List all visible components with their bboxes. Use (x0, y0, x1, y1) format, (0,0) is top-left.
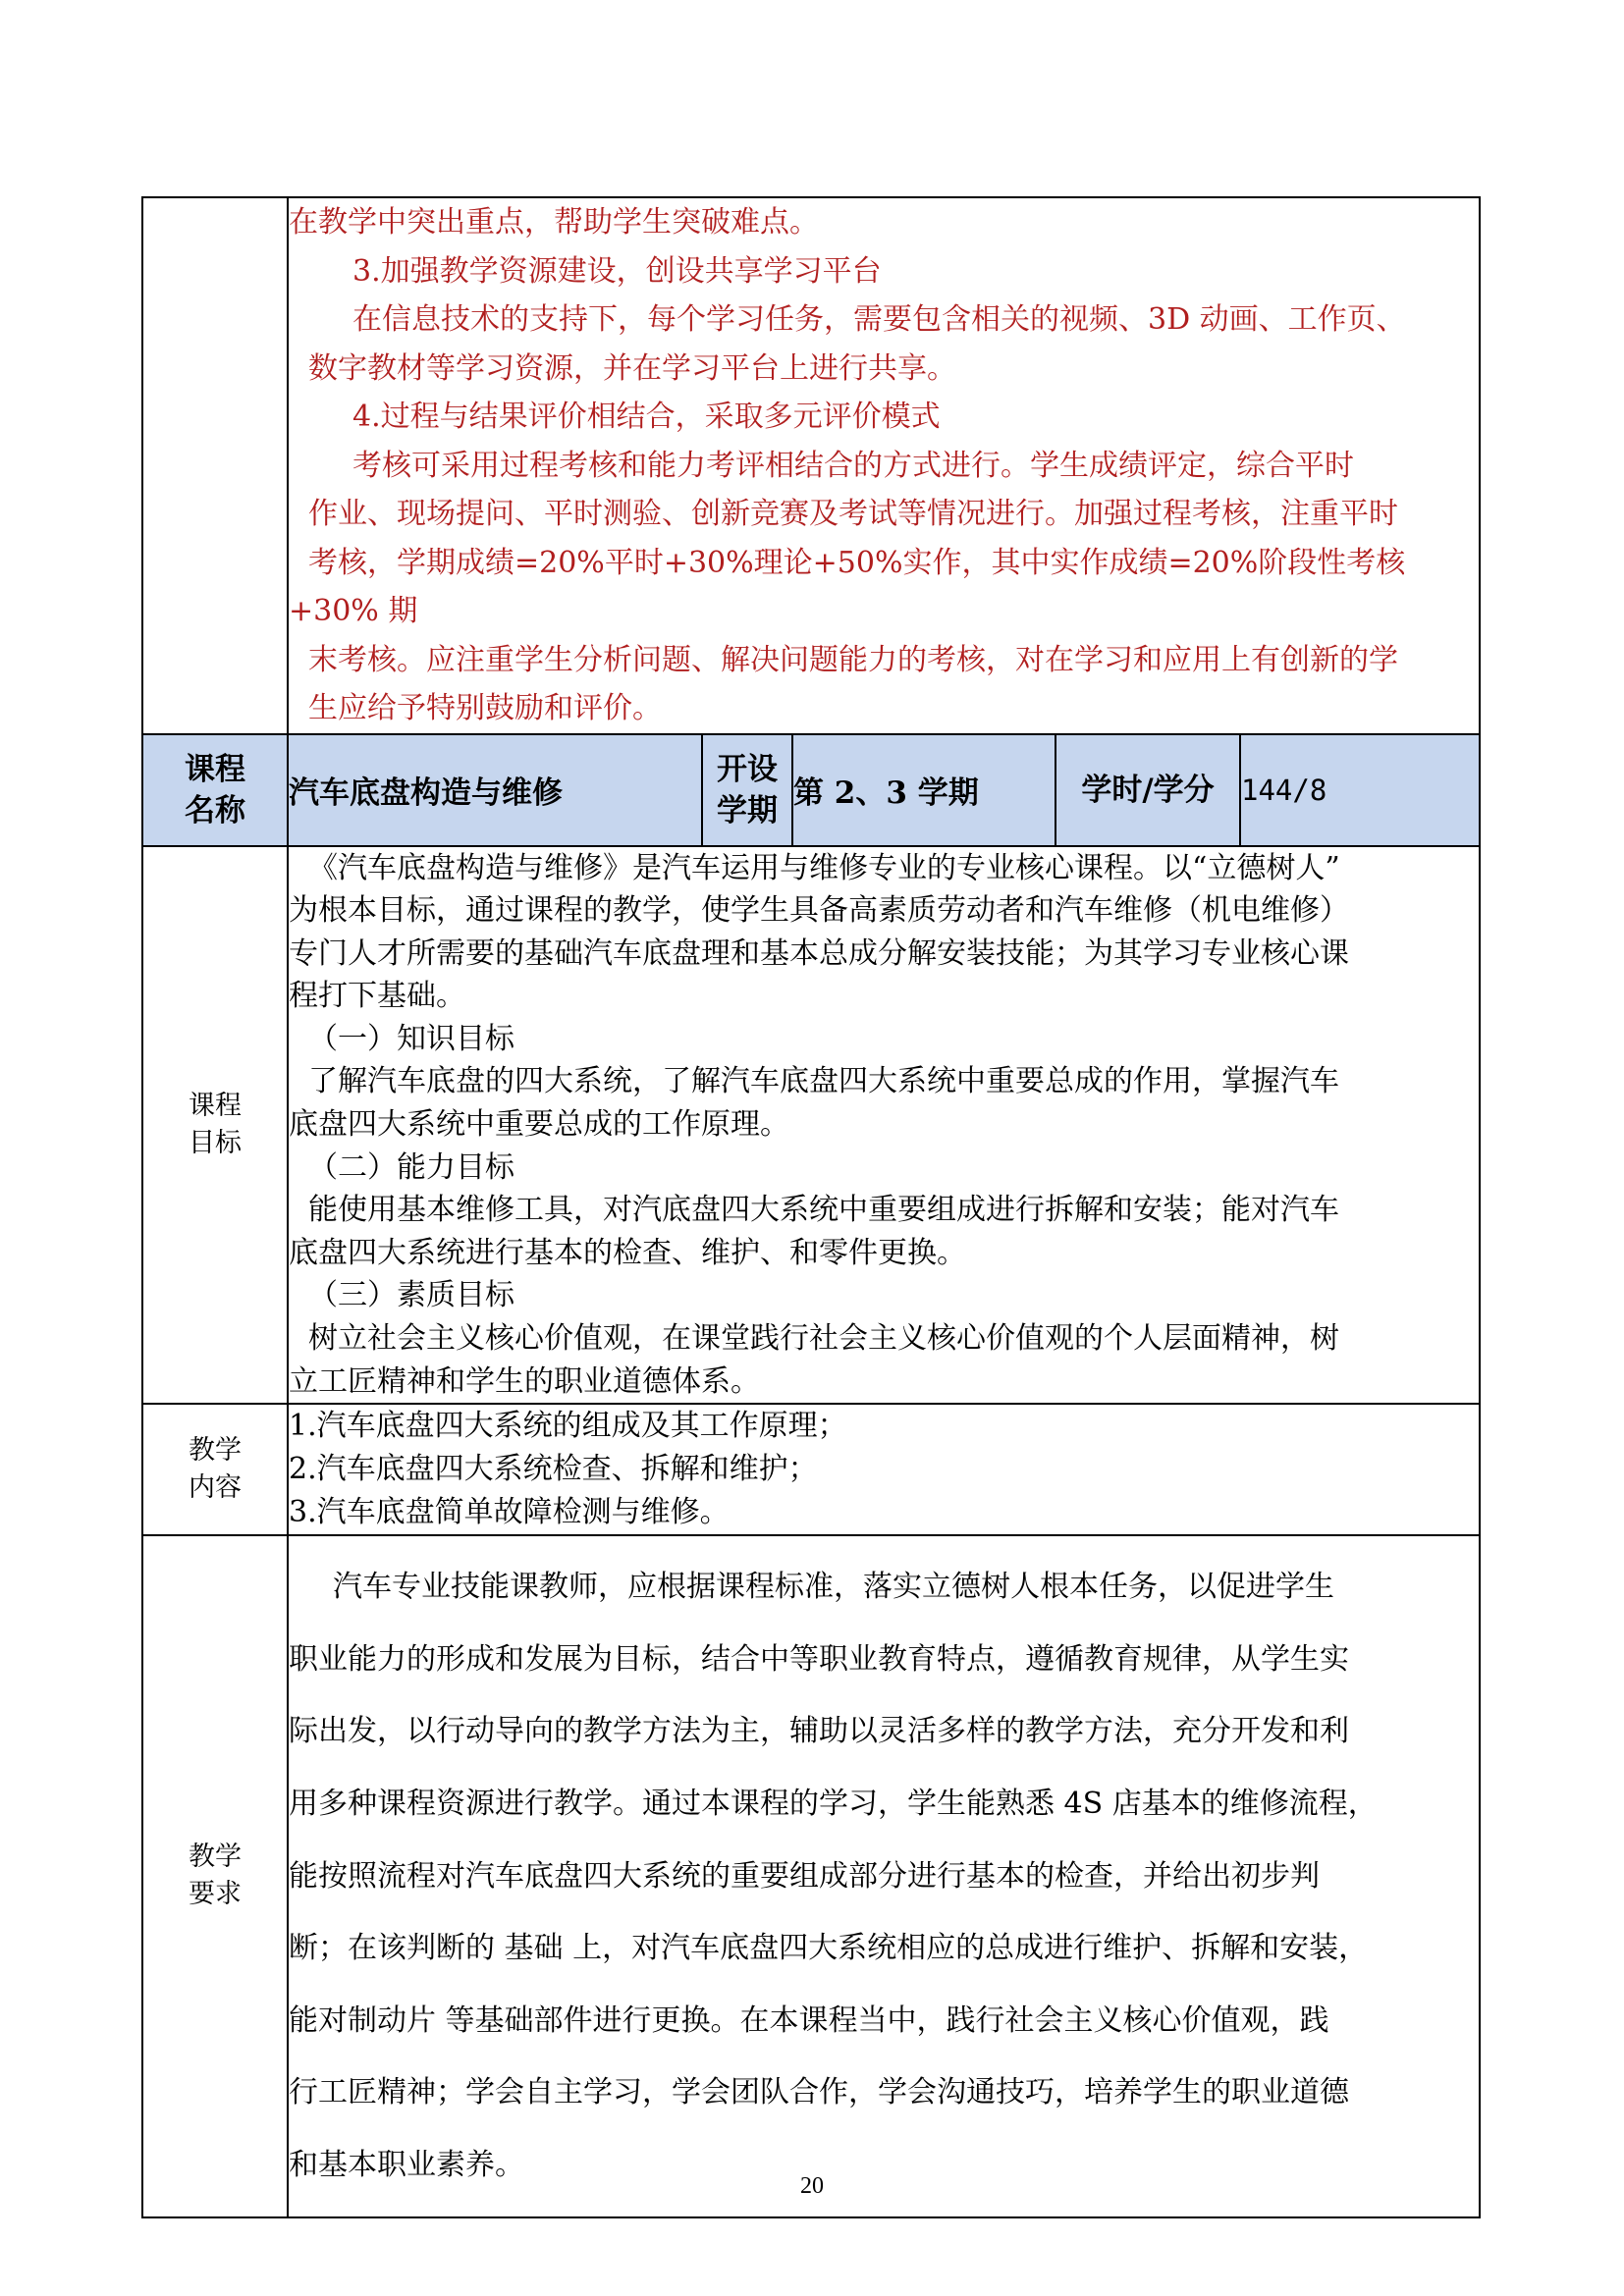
content-item: 3.汽车底盘简单故障检测与维修。 (289, 1495, 730, 1530)
goal-heading: （一）知识目标 (308, 1021, 514, 1056)
requirement-line: 行工匠精神；学会自主学习，学会团队合作，学会沟通技巧，培养学生的职业道德 (289, 2075, 1349, 2110)
content-item: 1.汽车底盘四大系统的组成及其工作原理； (289, 1409, 847, 1444)
requirement-line: 能按照流程对汽车底盘四大系统的重要组成部分进行基本的检查，并给出初步判 (289, 1858, 1320, 1894)
goal-heading: （二）能力目标 (308, 1149, 514, 1185)
requirement-line: 用多种课程资源进行教学。通过本课程的学习，学生能熟悉 4S 店基本的维修流程， (289, 1787, 1378, 1821)
requirement-line: 职业能力的形成和发展为目标，结合中等职业教育特点，遵循教育规律，从学生实 (289, 1641, 1349, 1677)
requirement-line: 汽车专业技能课教师，应根据课程标准，落实立德树人根本任务，以促进学生 (333, 1570, 1334, 1605)
continued-line: 考核可采用过程考核和能力考评相结合的方式进行。学生成绩评定，综合平时 (352, 448, 1354, 483)
continued-line: 考核，学期成绩=20%平时+30%理论+50%实作，其中实作成绩=20%阶段性考核+30% 期 (289, 545, 1406, 628)
course-table (141, 196, 1481, 2218)
goal-line: 为根本目标，通过课程的教学，使学生具备高素质劳动者和汽车维修（机电维修） (289, 893, 1349, 929)
term-value: 第 2、3 学期 (792, 734, 1056, 846)
goal-line: 底盘四大系统进行基本的检查、维护、和零件更换。 (289, 1235, 966, 1270)
goal-line: 了解汽车底盘的四大系统，了解汽车底盘四大系统中重要总成的作用，掌握汽车 (308, 1064, 1339, 1099)
teaching-content-label: 教学 内容 (142, 1404, 288, 1535)
requirement-line: 际出发，以行动导向的教学方法为主，辅助以灵活多样的教学方法，充分开发和利 (289, 1714, 1349, 1749)
continued-line: 生应给予特别鼓励和评价。 (308, 691, 662, 725)
goal-line: 立工匠精神和学生的职业道德体系。 (289, 1363, 760, 1399)
teaching-content-row (142, 1404, 1480, 1535)
continued-line: 3.加强教学资源建设，创设共享学习平台 (352, 253, 882, 289)
continued-line: 末考核。应注重学生分析问题、解决问题能力的考核，对在学习和应用上有创新的学 (308, 642, 1398, 677)
continued-text-block (288, 197, 1480, 734)
hours-value: 144/8 (1240, 734, 1480, 846)
page-number: 20 (800, 2173, 824, 2199)
goal-line: 树立社会主义核心价值观，在课堂践行社会主义核心价值观的个人层面精神，树 (308, 1321, 1339, 1357)
continued-line: 在信息技术的支持下，每个学习任务，需要包含相关的视频、3D 动画、工作页、 (352, 302, 1406, 337)
goal-line: 能使用基本维修工具，对汽底盘四大系统中重要组成进行拆解和安装；能对汽车 (308, 1193, 1339, 1228)
continued-row (142, 197, 1480, 734)
content-item: 2.汽车底盘四大系统检查、拆解和维护； (289, 1452, 818, 1487)
term-label: 开设 学期 (702, 734, 792, 846)
continued-line: 4.过程与结果评价相结合，采取多元评价模式 (352, 400, 941, 434)
hours-label: 学时/学分 (1056, 734, 1240, 846)
continued-line: 数字教材等学习资源，并在学习平台上进行共享。 (308, 350, 956, 386)
course-goals-text (288, 846, 1480, 1405)
goal-line: 程打下基础。 (289, 979, 465, 1014)
continued-line: 作业、现场提问、平时测验、创新竞赛及考试等情况进行。加强过程考核，注重平时 (308, 497, 1398, 531)
teaching-requirements-label: 教学 要求 (142, 1535, 288, 2216)
course-name-label: 课程 名称 (142, 734, 288, 846)
goal-heading: （三）素质目标 (308, 1278, 514, 1313)
teaching-content-list (288, 1404, 1480, 1535)
continued-label-cell (142, 197, 288, 734)
requirement-line: 能对制动片 等基础部件进行更换。在本课程当中，践行社会主义核心价值观，践 (289, 2002, 1329, 2038)
goal-line: 底盘四大系统中重要总成的工作原理。 (289, 1107, 789, 1143)
requirement-line: 和基本职业素养。 (289, 2147, 524, 2182)
teaching-requirements-text (288, 1535, 1480, 2216)
requirement-line: 断；在该判断的 基础 上，对汽车底盘四大系统相应的总成进行维护、拆解和安装， (289, 1931, 1369, 1966)
teaching-requirements-row (142, 1535, 1480, 2216)
goal-line: 专门人才所需要的基础汽车底盘理和基本总成分解安装技能；为其学习专业核心课 (289, 935, 1349, 971)
course-header-row (142, 734, 1480, 846)
course-goals-row (142, 846, 1480, 1405)
course-goals-label: 课程 目标 (142, 846, 288, 1405)
course-name-value: 汽车底盘构造与维修 (288, 734, 702, 846)
continued-line: 在教学中突出重点，帮助学生突破难点。 (289, 205, 819, 240)
goal-line: 《汽车底盘构造与维修》是汽车运用与维修专业的专业核心课程。以“立德树人” (308, 850, 1340, 885)
